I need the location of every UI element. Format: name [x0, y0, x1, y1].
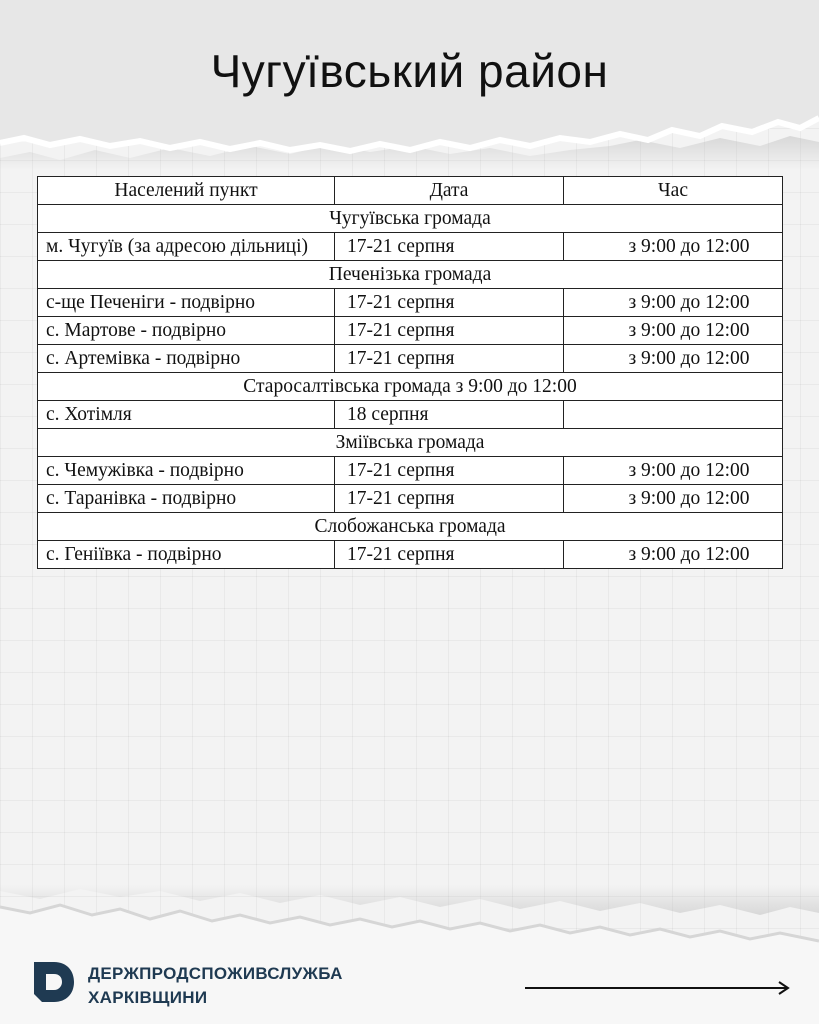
d-logo-icon: [28, 958, 78, 1006]
place-cell: с-ще Печеніги - подвірно: [38, 289, 335, 317]
date-cell: 17-21 серпня: [335, 233, 564, 261]
place-cell: с. Мартове - подвірно: [38, 317, 335, 345]
group-name: Чугуївська громада: [38, 205, 783, 233]
schedule-table: [37, 176, 783, 569]
place-cell: с. Артемівка - подвірно: [38, 345, 335, 373]
group-name: Старосалтівська громада з 9:00 до 12:00: [38, 373, 783, 401]
time-cell: з 9:00 до 12:00: [564, 233, 783, 261]
time-cell: з 9:00 до 12:00: [564, 541, 783, 569]
header-time: Час: [564, 177, 783, 205]
date-cell: 17-21 серпня: [335, 345, 564, 373]
group-row: [38, 205, 783, 233]
group-row: [38, 513, 783, 541]
table-row: [38, 233, 783, 261]
table-row: [38, 541, 783, 569]
date-cell: 17-21 серпня: [335, 289, 564, 317]
group-row: [38, 373, 783, 401]
time-cell: з 9:00 до 12:00: [564, 485, 783, 513]
header-place: Населений пункт: [38, 177, 335, 205]
table-row: [38, 289, 783, 317]
table-row: [38, 457, 783, 485]
brand-line-2: ХАРКІВЩИНИ: [88, 988, 208, 1007]
place-cell: с. Геніївка - подвірно: [38, 541, 335, 569]
table-row: [38, 401, 783, 429]
header-date: Дата: [335, 177, 564, 205]
time-cell: з 9:00 до 12:00: [564, 457, 783, 485]
table-row: [38, 485, 783, 513]
table-row: [38, 345, 783, 373]
date-cell: 18 серпня: [335, 401, 564, 429]
place-cell: с. Таранівка - подвірно: [38, 485, 335, 513]
date-cell: 17-21 серпня: [335, 485, 564, 513]
arrow-right-icon: [525, 978, 793, 998]
brand-line-1: ДЕРЖПРОДСПОЖИВСЛУЖБА: [88, 964, 343, 983]
time-cell: з 9:00 до 12:00: [564, 289, 783, 317]
group-row: [38, 429, 783, 457]
date-cell: 17-21 серпня: [335, 541, 564, 569]
date-cell: 17-21 серпня: [335, 457, 564, 485]
group-name: Слобожанська громада: [38, 513, 783, 541]
time-cell: з 9:00 до 12:00: [564, 317, 783, 345]
place-cell: м. Чугуїв (за адресою дільниці): [38, 233, 335, 261]
table-header-row: [38, 177, 783, 205]
time-cell: [564, 401, 783, 429]
page-title: Чугуївський район: [210, 45, 609, 97]
group-row: [38, 261, 783, 289]
group-name: Печенізька громада: [38, 261, 783, 289]
time-cell: з 9:00 до 12:00: [564, 345, 783, 373]
brand-name: [88, 962, 343, 1010]
table-row: [38, 317, 783, 345]
place-cell: с. Хотімля: [38, 401, 335, 429]
date-cell: 17-21 серпня: [335, 317, 564, 345]
group-name: Зміївська громада: [38, 429, 783, 457]
place-cell: с. Чемужівка - подвірно: [38, 457, 335, 485]
